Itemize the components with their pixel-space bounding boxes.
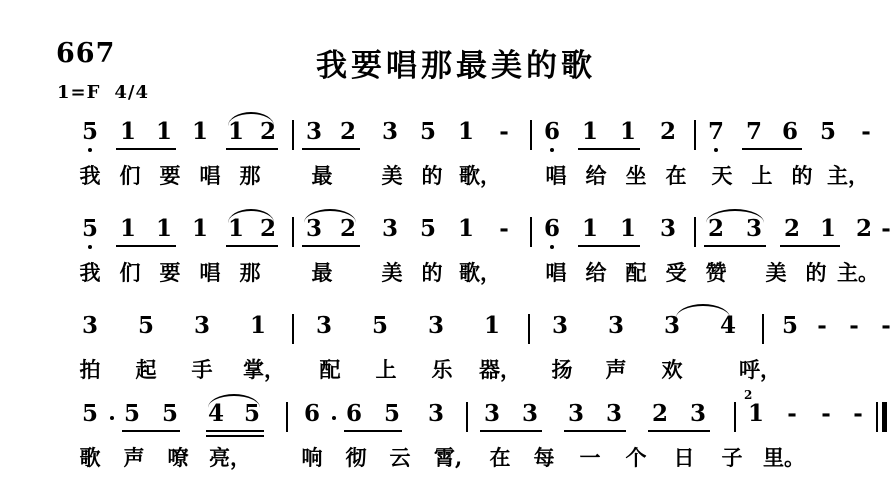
lyric-syllable: 上	[375, 357, 397, 382]
lyric-syllable: 起	[135, 357, 157, 382]
beam-line	[226, 245, 278, 247]
lyric-syllable: 配	[625, 260, 647, 285]
lyric-syllable: 最	[311, 260, 333, 285]
lyric-syllable: 配	[319, 357, 341, 382]
lyric-syllable: 上	[751, 163, 773, 188]
lyric-syllable: 给	[585, 260, 607, 285]
beam-line	[564, 430, 626, 432]
beam-line	[578, 148, 640, 150]
lyric-syllable: 呼，	[739, 357, 781, 382]
lyric-syllable: 唱	[545, 260, 567, 285]
beam-line	[116, 245, 176, 247]
note: 3	[483, 400, 501, 427]
barline	[528, 314, 530, 344]
notation-row-1	[0, 118, 892, 160]
note: 5	[243, 400, 261, 427]
note: 2	[339, 118, 357, 145]
slur	[228, 209, 274, 223]
note: 6	[303, 400, 321, 427]
lyric-syllable: 在	[665, 163, 687, 188]
lyric-syllable: 嘹	[167, 445, 189, 470]
notation-row-4	[0, 388, 892, 442]
lyric-syllable: 我	[79, 163, 101, 188]
note: 5	[81, 400, 99, 427]
beam-line	[704, 245, 766, 247]
lyric-syllable: 手	[191, 357, 213, 382]
note: 5	[419, 118, 437, 145]
octave-dot-low	[714, 148, 718, 152]
note: 2	[259, 215, 277, 242]
lyric-syllable: 日	[673, 445, 695, 470]
note: 3	[551, 312, 569, 339]
lyric-syllable: 歌，	[459, 260, 501, 285]
beam-line	[742, 148, 802, 150]
notation-row-3	[0, 312, 892, 354]
note: 1	[191, 118, 209, 145]
note: 5	[123, 400, 141, 427]
lyrics-row-1	[0, 160, 892, 194]
note: 3	[427, 312, 445, 339]
note: 6	[781, 118, 799, 145]
note: 1	[155, 118, 173, 145]
slur	[676, 304, 730, 318]
barline	[734, 402, 736, 432]
lyric-syllable: 里。	[763, 445, 805, 470]
lyric-syllable: 要	[159, 163, 181, 188]
note: 3	[605, 400, 623, 427]
lyric-syllable: 那	[239, 163, 261, 188]
lyric-syllable: 唱	[199, 260, 221, 285]
note: 6	[543, 215, 561, 242]
lyric-syllable: 个	[625, 445, 647, 470]
note: 3	[521, 400, 539, 427]
lyric-syllable: 亮，	[209, 445, 251, 470]
note-sustain: -	[849, 312, 859, 339]
beam-line	[302, 148, 360, 150]
lyric-syllable: 每	[533, 445, 555, 470]
lyric-syllable: 那	[239, 260, 261, 285]
lyric-syllable: 的	[421, 260, 443, 285]
lyric-syllable: 拍	[79, 357, 101, 382]
note-sustain: -	[881, 312, 891, 339]
music-system-1	[0, 118, 892, 194]
note: 2	[707, 215, 725, 242]
note: 3	[567, 400, 585, 427]
lyric-syllable: 受	[665, 260, 687, 285]
lyrics-row-2	[0, 257, 892, 291]
lyric-syllable: 唱	[545, 163, 567, 188]
note: 1	[747, 400, 765, 427]
lyric-syllable: 我	[79, 260, 101, 285]
lyric-syllable: 们	[119, 260, 141, 285]
slur	[208, 394, 260, 408]
lyric-syllable: 美	[381, 163, 403, 188]
lyric-syllable: 美	[765, 260, 787, 285]
beam-line	[206, 430, 264, 432]
note: 3	[607, 312, 625, 339]
note: 3	[745, 215, 763, 242]
note: 1	[619, 215, 637, 242]
note-sustain: -	[821, 400, 831, 427]
note: 1	[819, 215, 837, 242]
note: 1	[155, 215, 173, 242]
note: 1	[119, 215, 137, 242]
lyric-syllable: 霄,	[433, 445, 463, 470]
music-system-3	[0, 312, 892, 388]
barline	[694, 120, 696, 150]
beam-line-second	[206, 435, 264, 437]
lyric-syllable: 彻	[345, 445, 367, 470]
note-sustain: -	[853, 400, 863, 427]
lyric-syllable: 们	[119, 163, 141, 188]
note: 3	[663, 312, 681, 339]
note-sustain: -	[787, 400, 797, 427]
lyric-syllable: 的	[791, 163, 813, 188]
key-signature: 1=F	[57, 82, 101, 103]
barline	[762, 314, 764, 344]
lyric-syllable: 给	[585, 163, 607, 188]
notation-row-2	[0, 215, 892, 257]
lyric-syllable: 乐	[431, 357, 453, 382]
octave-dot-low	[88, 245, 92, 249]
song-number: 667	[56, 38, 116, 69]
note: 3	[381, 215, 399, 242]
note: 2	[651, 400, 669, 427]
note: 7	[745, 118, 763, 145]
note: 5	[819, 118, 837, 145]
beam-line	[480, 430, 542, 432]
note: 7	[707, 118, 725, 145]
note-sustain: -	[499, 215, 509, 242]
barline	[694, 217, 696, 247]
barline	[292, 120, 294, 150]
note-sustain: -	[817, 312, 827, 339]
lyric-syllable: 声	[123, 445, 145, 470]
lyric-syllable: 的	[805, 260, 827, 285]
note-sustain: -	[499, 118, 509, 145]
octave-dot-low	[550, 148, 554, 152]
note: 2	[659, 118, 677, 145]
note: 5	[161, 400, 179, 427]
note: 5	[371, 312, 389, 339]
note-sustain: -	[861, 118, 871, 145]
beam-line	[344, 430, 402, 432]
lyric-syllable: 天	[711, 163, 733, 188]
lyrics-row-3	[0, 354, 892, 388]
note: 1	[457, 215, 475, 242]
lyric-syllable: 扬	[551, 357, 573, 382]
barline	[292, 217, 294, 247]
note: 1	[227, 215, 245, 242]
note: 3	[193, 312, 211, 339]
note: 1	[227, 118, 245, 145]
note: 3	[381, 118, 399, 145]
slur	[304, 209, 356, 223]
note: 2	[783, 215, 801, 242]
note: 5	[81, 118, 99, 145]
ending-number: 2	[744, 388, 753, 402]
note: 3	[315, 312, 333, 339]
lyric-syllable: 响	[301, 445, 323, 470]
note: 1	[457, 118, 475, 145]
lyric-syllable: 子	[721, 445, 743, 470]
lyric-syllable: 赞	[705, 260, 727, 285]
lyric-syllable: 歌	[79, 445, 101, 470]
note: 2	[855, 215, 873, 242]
note: 6	[345, 400, 363, 427]
beam-line	[302, 245, 360, 247]
note: 1	[619, 118, 637, 145]
key-and-meter	[57, 82, 149, 103]
barline	[530, 217, 532, 247]
note: 4	[207, 400, 225, 427]
barline	[292, 314, 294, 344]
beam-line	[578, 245, 640, 247]
lyric-syllable: 器，	[479, 357, 521, 382]
lyric-syllable: 歌，	[459, 163, 501, 188]
lyric-syllable: 最	[311, 163, 333, 188]
note: 3	[305, 215, 323, 242]
music-system-4	[0, 388, 892, 476]
note: 4	[719, 312, 737, 339]
note: 1	[119, 118, 137, 145]
lyric-syllable: 要	[159, 260, 181, 285]
note: 6	[543, 118, 561, 145]
note: 1	[191, 215, 209, 242]
lyric-syllable: 主，	[827, 163, 869, 188]
lyric-syllable: 一	[579, 445, 601, 470]
note: 3	[427, 400, 445, 427]
note: 5	[137, 312, 155, 339]
note: 3	[689, 400, 707, 427]
beam-line	[780, 245, 840, 247]
beam-line	[226, 148, 278, 150]
lyric-syllable: 掌，	[243, 357, 285, 382]
music-system-2	[0, 215, 892, 291]
note: 5	[781, 312, 799, 339]
lyric-syllable: 声	[605, 357, 627, 382]
note: 5	[419, 215, 437, 242]
barline	[530, 120, 532, 150]
dotted-rhythm-dot	[332, 416, 336, 420]
dotted-rhythm-dot	[110, 416, 114, 420]
lyric-syllable: 美	[381, 260, 403, 285]
beam-line	[116, 148, 176, 150]
note: 5	[383, 400, 401, 427]
note: 5	[81, 215, 99, 242]
note: 2	[259, 118, 277, 145]
final-barline	[876, 402, 887, 432]
octave-dot-low	[88, 148, 92, 152]
lyric-syllable: 唱	[199, 163, 221, 188]
note: 1	[581, 118, 599, 145]
lyric-syllable: 的	[421, 163, 443, 188]
slur	[706, 209, 764, 223]
barline	[286, 402, 288, 432]
slur	[228, 112, 274, 126]
page-title: 我要唱那最美的歌	[316, 48, 596, 84]
lyric-syllable: 在	[489, 445, 511, 470]
barline	[466, 402, 468, 432]
note: 1	[581, 215, 599, 242]
time-signature: 4/4	[114, 82, 150, 103]
lyrics-row-4	[0, 442, 892, 476]
note: 1	[483, 312, 501, 339]
lyric-syllable: 云	[389, 445, 411, 470]
lyric-syllable: 坐	[625, 163, 647, 188]
note: 2	[339, 215, 357, 242]
octave-dot-low	[550, 245, 554, 249]
note: 3	[659, 215, 677, 242]
note: 3	[81, 312, 99, 339]
beam-line	[122, 430, 180, 432]
note-sustain: -	[881, 215, 891, 242]
note: 1	[249, 312, 267, 339]
lyric-syllable: 主。	[837, 260, 879, 285]
beam-line	[648, 430, 710, 432]
note: 3	[305, 118, 323, 145]
lyric-syllable: 欢	[661, 357, 683, 382]
